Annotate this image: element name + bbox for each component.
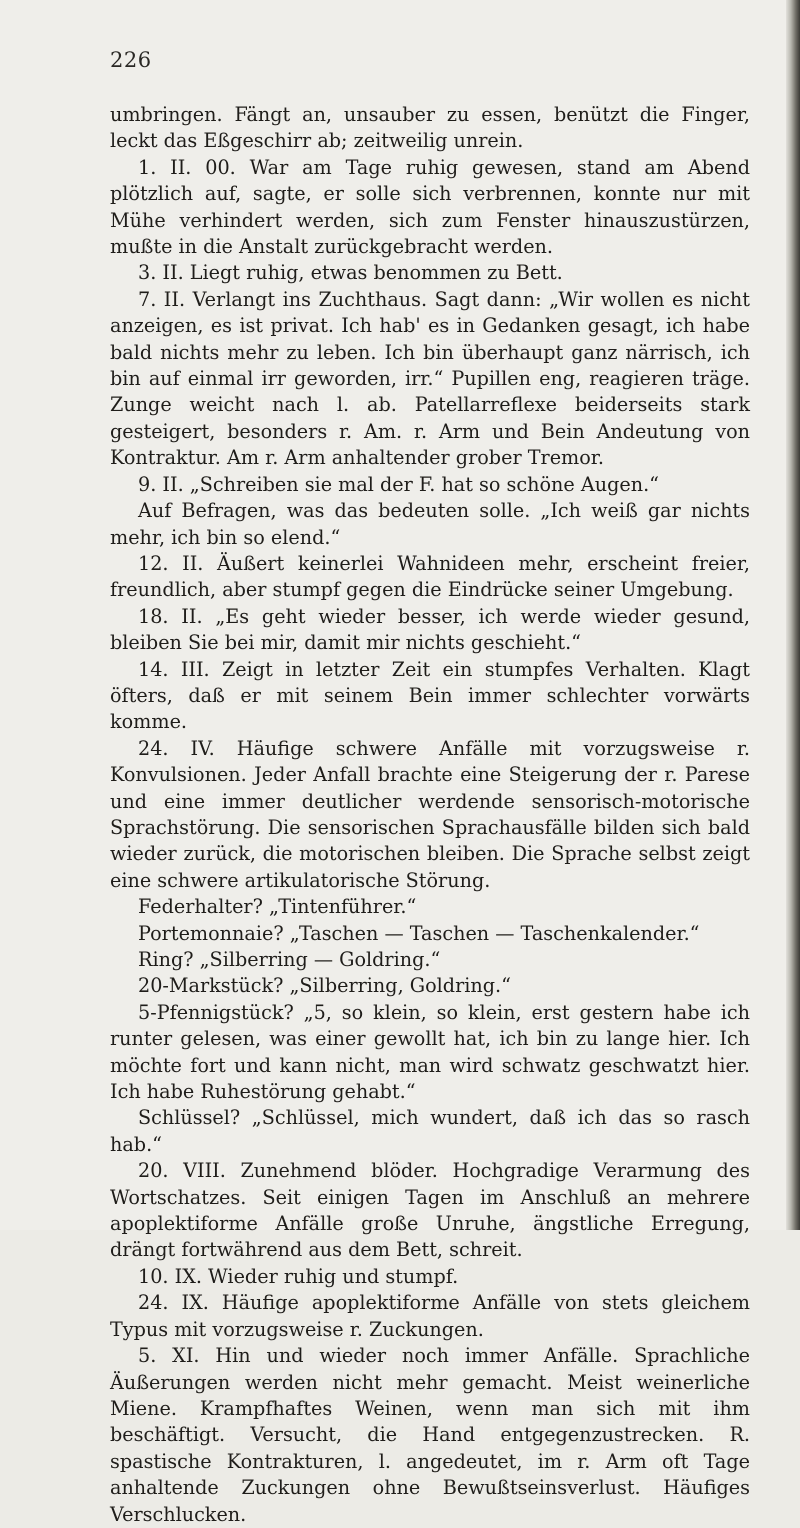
paragraph: 10. IX. Wieder ruhig und stumpf.: [138, 1264, 459, 1288]
paragraph: 3. II. Liegt ruhig, etwas benommen zu Bett.: [138, 261, 563, 285]
paragraph: 14. III. Zeigt in letzter Zeit ein stumpfes Verhalten. Klagt öfters, daß er mit seinem Bein immer schlechter vorwärts komme.: [110, 657, 750, 734]
page-number: 226: [110, 48, 152, 72]
paragraph: 24. IV. Häufige schwere Anfälle mit vorzugsweise r. Konvulsionen. Jeder Anfall brachte eine Steigerung der r. Parese und eine immer deutlicher werdende sensorisch-motorische Sprachstörung. Die sensorischen Sprachausfälle bilden sich bald wieder zurück, die motorischen bleiben. Die Sprache selbst zeigt eine schwere artikulatorische Störung.: [110, 736, 750, 892]
paragraph: 9. II. „Schreiben sie mal der F. hat so schöne Augen.“: [138, 472, 659, 496]
paragraph: Ring? „Silberring — Goldring.“: [138, 948, 441, 971]
paragraph: 18. II. „Es geht wieder besser, ich werde wieder gesund, bleiben Sie bei mir, damit mir nichts geschieht.“: [110, 604, 750, 655]
paragraph: Federhalter? „Tintenführer.“: [138, 895, 417, 919]
paragraph: 20. VIII. Zunehmend blöder. Hochgradige Verarmung des Wortschatzes. Seit einigen Tagen im Anschluß an mehrere apoplektiforme Anfälle große Unruhe, ängstliche Erregung, drängt fortwährend aus dem Bett, schreit.: [110, 1159, 750, 1262]
paragraph: 1. II. 00. War am Tage ruhig gewesen, stand am Abend plötzlich auf, sagte, er solle sich verbrennen, konnte nur mit Mühe verhindert werden, sich zum Fenster hinauszustürzen, mußte in die Anstalt zurückgebracht werden.: [110, 155, 750, 259]
page-edge-shadow: [786, 0, 800, 1230]
paragraph: 5. XI. Hin und wieder noch immer Anfälle. Sprachliche Äußerungen werden nicht mehr gemacht. Meist weinerliche Miene. Krampfhaftes Weinen, wenn man sich mit ihm beschäftigt. Versucht, die Hand entgegenzustrecken. R. spastische Kontrakturen, l. angedeutet, im r. Arm oft Tage anhaltende Zuckungen ohne Bewußtseinsverlust. Häufiges Verschlucken.: [110, 1344, 750, 1526]
paragraph: umbringen. Fängt an, unsauber zu essen, benützt die Finger, leckt das Eßgeschirr ab; zeitweilig unrein.: [110, 103, 750, 153]
paragraph: Auf Befragen, was das bedeuten solle. „Ich weiß gar nichts mehr, ich bin so elend.“: [110, 499, 750, 549]
body-text: [110, 102, 750, 1528]
paragraph: Schlüssel? „Schlüssel, mich wundert, daß ich das so rasch hab.“: [110, 1106, 750, 1156]
paragraph: 7. II. Verlangt ins Zuchthaus. Sagt dann: „Wir wollen es nicht anzeigen, es ist privat. Ich hab' es in Gedanken gesagt, ich habe bald nichts mehr zu leben. Ich bin überhaupt ganz närrisch, ich bin auf einmal irr geworden, irr.“ Pupillen eng, reagieren träge. Zunge weicht nach l. ab. Patellarreflexe beiderseits stark gesteigert, besonders r. Am. r. Arm und Bein Andeutung von Kontraktur. Am r. Arm anhaltender grober Tremor.: [110, 287, 750, 470]
paragraph: 24. IX. Häufige apoplektiforme Anfälle von stets gleichem Typus mit vorzugsweise r. Zuckungen.: [110, 1291, 750, 1341]
paragraph: 20-Markstück? „Silberring, Goldring.“: [138, 974, 511, 998]
paragraph: 5-Pfennigstück? „5, so klein, so klein, erst gestern habe ich runter gelesen, was einer gewollt hat, ich bin zu lange hier. Ich möchte fort und kann nicht, man wird schwatz geschwatzt hier. Ich habe Ruhestörung gehabt.“: [110, 1000, 750, 1104]
paragraph: 12. II. Äußert keinerlei Wahnideen mehr, erscheint freier, freundlich, aber stumpf gegen die Eindrücke seiner Umgebung.: [110, 551, 750, 602]
paragraph: Portemonnaie? „Taschen — Taschen — Taschenkalender.“: [138, 921, 700, 945]
